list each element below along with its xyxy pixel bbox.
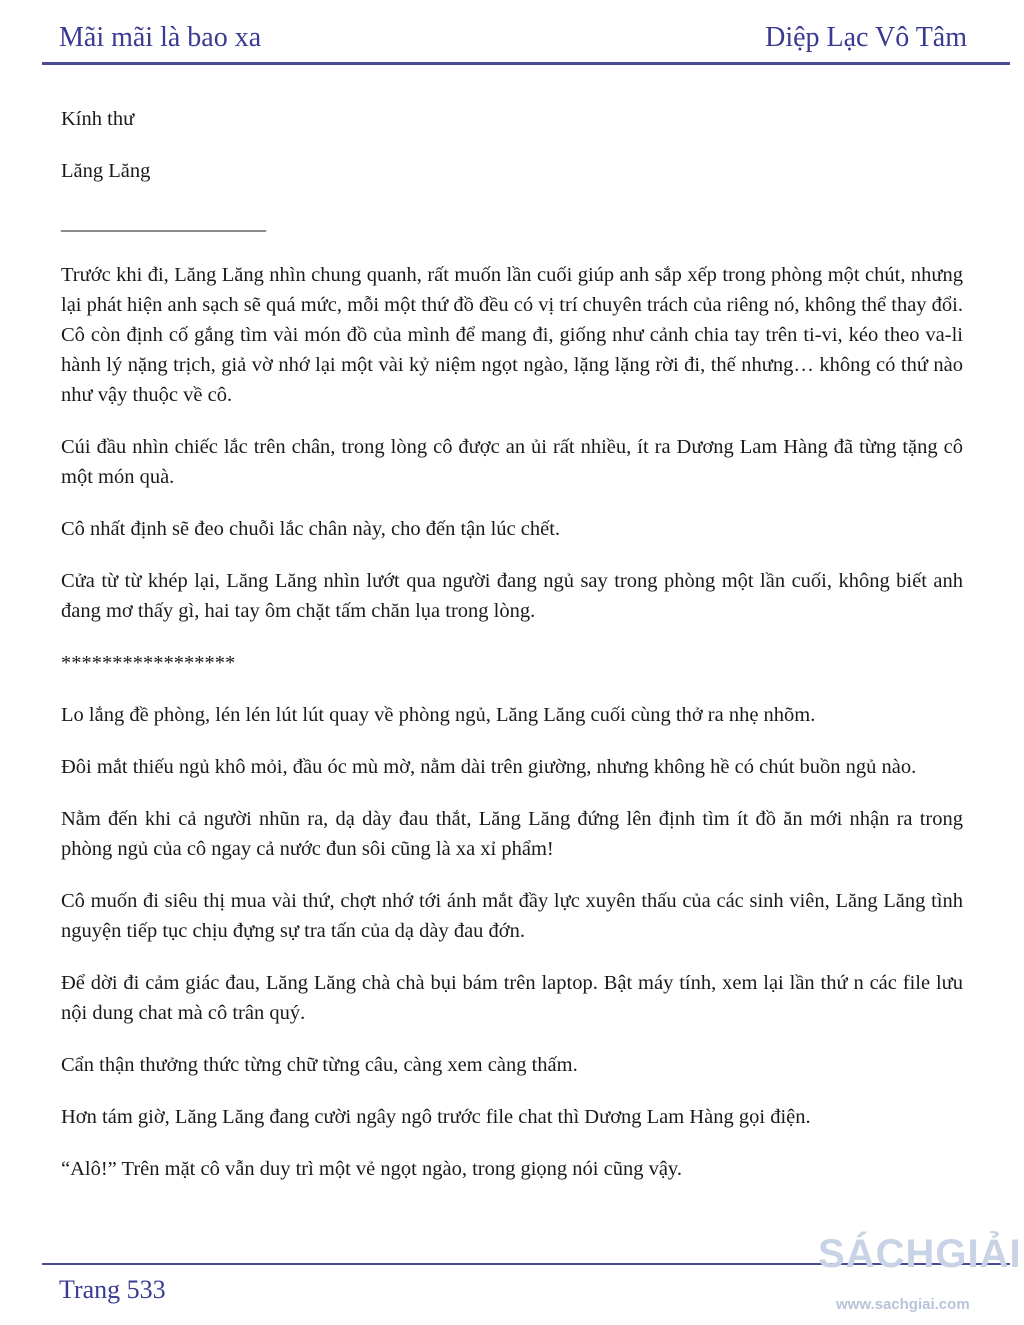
paragraph: Cửa từ từ khép lại, Lăng Lăng nhìn lướt qua người đang ngủ say trong phòng một lần cuối, không biết anh đang mơ thấy gì, hai tay ôm chặt tấm chăn lụa trong lòng. xyxy=(61,570,963,622)
paragraph: Cô muốn đi siêu thị mua vài thứ, chợt nhớ tới ánh mắt đầy lực xuyên thấu của các sinh viên, Lăng Lăng tình nguyện tiếp tục chịu đựng sự tra tấn của dạ dày đau đớn. xyxy=(61,890,963,942)
paragraph: Cúi đầu nhìn chiếc lắc trên chân, trong lòng cô được an ủi rất nhiều, ít ra Dương Lam Hàng đã từng tặng cô một món quà. xyxy=(61,436,963,488)
watermark-logo xyxy=(818,1228,1022,1318)
book-title: Mãi mãi là bao xa xyxy=(59,22,262,53)
paragraph: Lo lắng đề phòng, lén lén lút lút quay về phòng ngủ, Lăng Lăng cuối cùng thở ra nhẹ nhõm. xyxy=(61,704,816,726)
book-author: Diệp Lạc Vô Tâm xyxy=(765,22,967,53)
paragraph: Hơn tám giờ, Lăng Lăng đang cười ngây ngô trước file chat thì Dương Lam Hàng gọi điện. xyxy=(61,1106,811,1128)
paragraph: Cô nhất định sẽ đeo chuỗi lắc chân này, cho đến tận lúc chết. xyxy=(61,518,561,540)
page-header xyxy=(59,22,967,62)
signature-name: Lăng Lăng xyxy=(61,160,151,182)
paragraph: Đôi mắt thiếu ngủ khô mỏi, đầu óc mù mờ, nằm dài trên giường, nhưng không hề có chút buồn ngủ nào. xyxy=(61,756,917,778)
paragraph: Cẩn thận thưởng thức từng chữ từng câu, càng xem càng thấm. xyxy=(61,1054,578,1076)
salutation: Kính thư xyxy=(61,108,135,130)
paragraph: Trước khi đi, Lăng Lăng nhìn chung quanh, rất muốn lần cuối giúp anh sắp xếp trong phòng một chút, nhưng lại phát hiện anh sạch sẽ quá mức, mỗi một thứ đồ đều có vị trí chuyên trách của riêng nó, không thể thay đổi. Cô còn định cố gắng tìm vài món đồ của mình để mang đi, giống như cảnh chia tay trên ti-vi, kéo theo va-li hành lý nặng trịch, giả vờ nhớ lại một vài kỷ niệm ngọt ngào, lặng lặng rời đi, thế nhưng… không có thứ nào như vậy thuộc về cô. xyxy=(61,264,963,406)
paragraph: “Alô!” Trên mặt cô vẫn duy trì một vẻ ngọt ngào, trong giọng nói cũng vậy. xyxy=(61,1158,682,1180)
header-divider xyxy=(42,62,1010,65)
section-separator: ***************** xyxy=(61,652,236,674)
watermark-text: SÁCHGIẢI xyxy=(818,1232,1022,1276)
page-body xyxy=(61,104,963,1206)
paragraph: Để dời đi cảm giác đau, Lăng Lăng chà chà bụi bám trên laptop. Bật máy tính, xem lại lần thứ n các file lưu nội dung chat mà cô trân quý. xyxy=(61,972,963,1024)
signature-line: ____________________ xyxy=(61,212,266,234)
paragraph: Nằm đến khi cả người nhũn ra, dạ dày đau thắt, Lăng Lăng đứng lên định tìm ít đồ ăn mới nhận ra trong phòng ngủ của cô ngay cả nước đun sôi cũng là xa xỉ phẩm! xyxy=(61,808,963,860)
watermark-url: www.sachgiai.com xyxy=(836,1296,970,1313)
page-number: Trang 533 xyxy=(59,1275,166,1304)
